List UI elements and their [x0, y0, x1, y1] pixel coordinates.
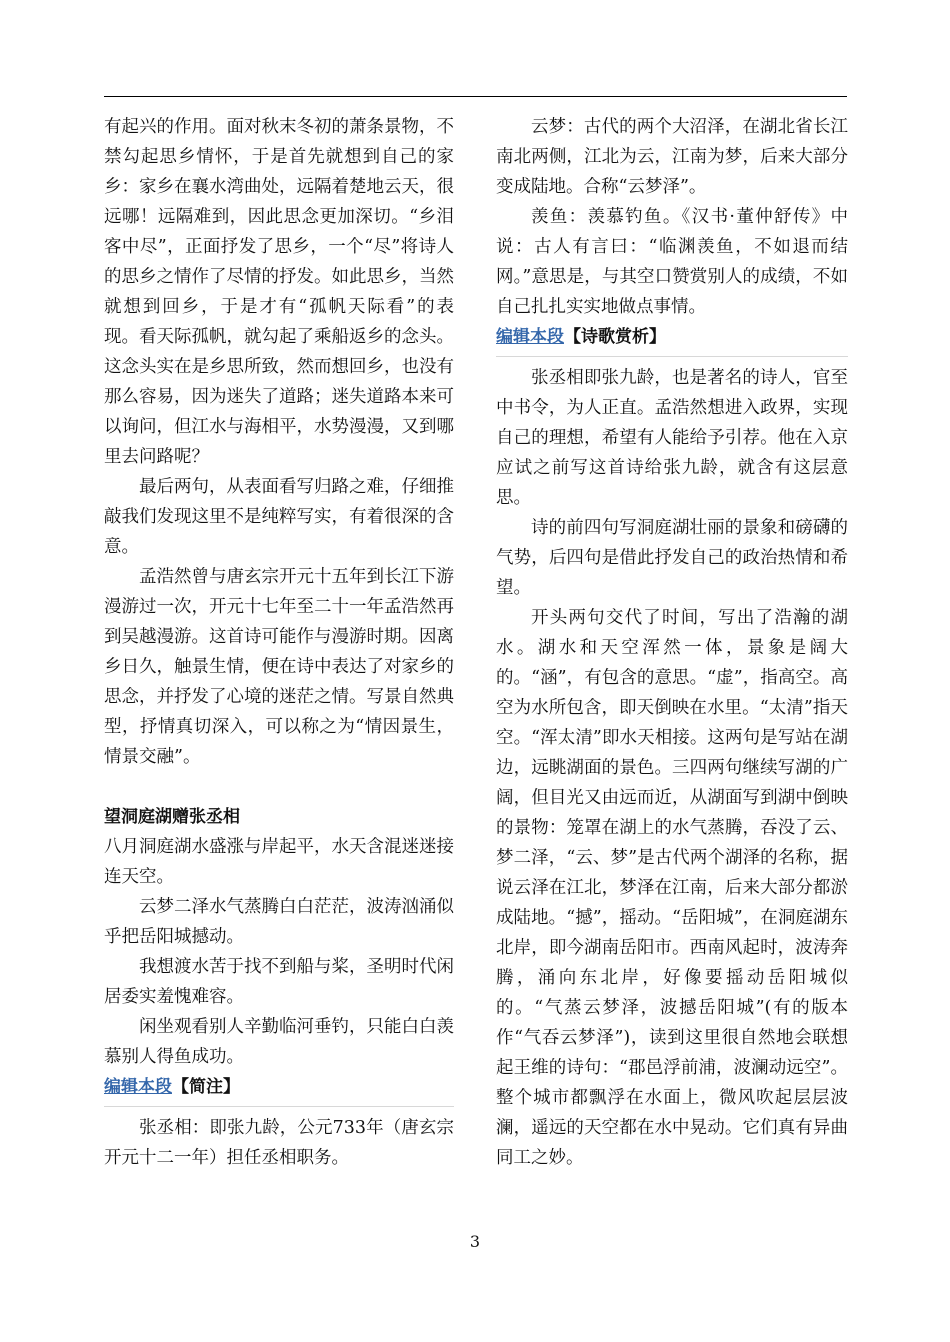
appreciation-section-header [496, 322, 848, 357]
section-label: 【诗歌赏析】 [564, 327, 666, 347]
poem-line: 八月洞庭湖水盛涨与岸起平，水天含混迷迷接连天空。 [104, 837, 454, 887]
notes-section-header [104, 1072, 454, 1107]
paragraph: 张丞相即张九龄，也是著名的诗人，官至中书令，为人正直。孟浩然想进入政界，实现自己的理想，希望有人能给予引荐。他在入京应试之前写这首诗给张九龄，就含有这层意思。 [496, 368, 848, 508]
paragraph: 开头两句交代了时间，写出了浩瀚的湖水。湖水和天空浑然一体，景象是阔大的。“涵”，有包含的意思。“虚”，指高空。高空为水所包含，即天倒映在水里。“太清”指天空。“浑太清”即水天相接。这两句是写站在湖边，远眺湖面的景色。三四两句继续写湖的广阔，但目光又由远而近，从湖面写到湖中倒映的景物：笼罩在湖上的水气蒸腾，吞没了云、梦二泽，“云、梦”是古代两个湖泽的名称，据说云泽在江北，梦泽在江南，后来大部分都淤成陆地。“撼”，摇动。“岳阳城”，在洞庭湖东北岸，即今湖南岳阳市。西南风起时，波涛奔腾，涌向东北岸，好像要摇动岳阳城似的。“气蒸云梦泽，波撼岳阳城”(有的版本作“气吞云梦泽”)，读到这里很自然地会联想起王维的诗句：“郡邑浮前浦，波澜动远空”。整个城市都飘浮在水面上，微风吹起层层波澜，遥远的天空都在水中晃动。它们真有异曲同工之妙。 [496, 608, 848, 1168]
poem-line: 我想渡水苦于找不到船与桨，圣明时代闲居委实羞愧难容。 [104, 957, 454, 1007]
left-column [104, 112, 454, 1173]
paragraph: 孟浩然曾与唐玄宗开元十五年到长江下游漫游过一次，开元十七年至二十一年孟浩然再到吴越漫游。这首诗可能作与漫游时期。因离乡日久，触景生情，便在诗中表达了对家乡的思念，并抒发了心境的迷茫之情。写景自然典型，抒情真切深入，可以称之为“情因景生，情景交融”。 [104, 567, 454, 767]
poem-line: 云梦二泽水气蒸腾白白茫茫，波涛汹涌似乎把岳阳城撼动。 [104, 897, 454, 947]
poem-line: 闲坐观看别人辛勤临河垂钓，只能白白羡慕别人得鱼成功。 [104, 1017, 454, 1067]
paragraph: 诗的前四句写洞庭湖壮丽的景象和磅礴的气势，后四句是借此抒发自己的政治热情和希望。 [496, 518, 848, 598]
edit-section-link[interactable]: 编辑本段 [496, 327, 564, 347]
note-paragraph: 云梦：古代的两个大沼泽，在湖北省长江南北两侧，江北为云，江南为梦，后来大部分变成陆地。合称“云梦泽”。 [496, 117, 848, 197]
header-rule [104, 96, 847, 97]
note-paragraph: 张丞相：即张九龄，公元733年（唐玄宗开元十二一年）担任丞相职务。 [104, 1118, 454, 1168]
right-column [496, 112, 848, 1173]
section-label: 【简注】 [172, 1077, 240, 1097]
note-paragraph: 羡鱼：羡慕钓鱼。《汉书·董仲舒传》中说：古人有言曰：“临渊羡鱼，不如退而结网。”意思是，与其空口赞赏别人的成绩，不如自己扎扎实实地做点事情。 [496, 207, 848, 317]
edit-section-link[interactable]: 编辑本段 [104, 1077, 172, 1097]
paragraph: 最后两句，从表面看写归路之难，仔细推敲我们发现这里不是纯粹写实，有着很深的含意。 [104, 477, 454, 557]
poem-title: 望洞庭湖赠张丞相 [104, 807, 240, 827]
page-number: 3 [469, 1232, 481, 1251]
paragraph: 有起兴的作用。面对秋末冬初的萧条景物，不禁勾起思乡情怀，于是首先就想到自己的家乡：家乡在襄水湾曲处，远隔着楚地云天，很远哪！远隔难到，因此思念更加深切。“乡泪客中尽”，正面抒发了思乡，一个“尽”将诗人的思乡之情作了尽情的抒发。如此思乡，当然就想到回乡，于是才有“孤帆天际看”的表现。看天际孤帆，就勾起了乘船返乡的念头。这念头实在是乡思所致，然而想回乡，也没有那么容易，因为迷失了道路；迷失道路本来可以询问，但江水与海相平，水势漫漫，又到哪里去问路呢？ [104, 117, 454, 467]
